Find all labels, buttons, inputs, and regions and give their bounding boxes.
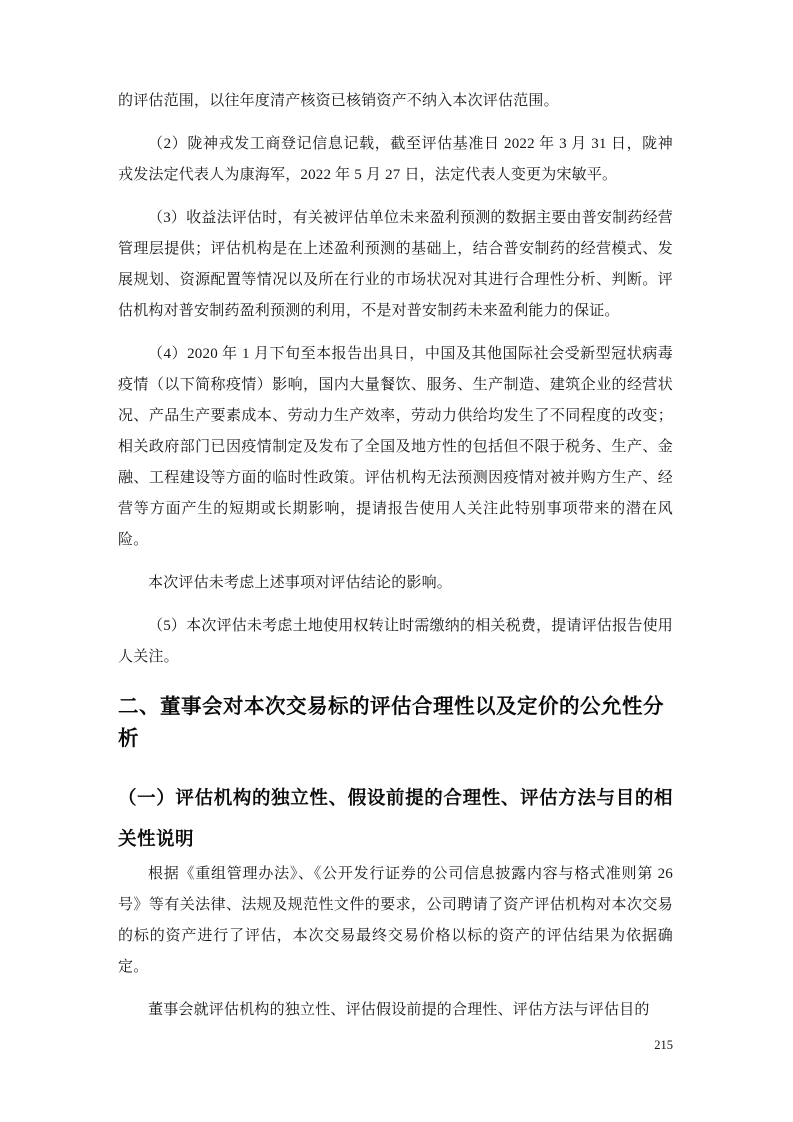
- body-paragraph-note: 本次评估未考虑上述事项对评估结论的影响。: [148, 575, 453, 591]
- page-number: 215: [654, 1038, 673, 1052]
- body-paragraph-item-2: （2）陇神戎发工商登记信息记载，截至评估基准日 2022 年 3 月 31 日，陇神戎发法定代表人为康海军，2022 年 5 月 27 日，法定代表人变更为宋敏平。: [118, 136, 673, 183]
- body-paragraph-basis: 根据《重组管理办法》、《公开发行证券的公司信息披露内容与格式准则第 26 号》等有关法律、法规及规范性文件的要求，公司聘请了资产评估机构对本次交易的标的资产进行了评估，本次交易最终交易价格以标的资产的评估结果为依据确定。: [118, 866, 673, 975]
- section-heading: 二、董事会对本次交易标的评估合理性以及定价的公允性分析: [118, 695, 664, 750]
- body-paragraph-board: 董事会就评估机构的独立性、评估假设前提的合理性、评估方法与评估目的: [148, 1002, 650, 1018]
- body-paragraph-item-5: （5）本次评估未考虑土地使用权转让时需缴纳的相关税费，提请评估报告使用人关注。: [118, 618, 673, 665]
- body-paragraph-continuation: 的评估范围，以往年度清产核资已核销资产不纳入本次评估范围。: [118, 93, 559, 109]
- body-paragraph-item-3: （3）收益法评估时，有关被评估单位未来盈利预测的数据主要由普安制药经营管理层提供；评估机构是在上述盈利预测的基础上，结合普安制药的经营模式、发展规划、资源配置等情况以及所在行业的市场状况对其进行合理性分析、判断。评估机构对普安制药盈利预测的利用，不是对普安制药未来盈利能力的保证。: [118, 210, 673, 319]
- subsection-heading: （一）评估机构的独立性、假设前提的合理性、评估方法与目的相关性说明: [118, 787, 673, 849]
- body-paragraph-item-4: （4）2020 年 1 月下旬至本报告出具日，中国及其他国际社会受新型冠状病毒疫情（以下简称疫情）影响，国内大量餐饮、服务、生产制造、建筑企业的经营状况、产品生产要素成本、劳动力生产效率，劳动力供给均发生了不同程度的改变；相关政府部门已因疫情制定及发布了全国及地方性的包括但不限于税务、生产、金融、工程建设等方面的临时性政策。评估机构无法预测因疫情对被并购方生产、经营等方面产生的短期或长期影响，提请报告使用人关注此特别事项带来的潜在风险。: [118, 346, 673, 548]
